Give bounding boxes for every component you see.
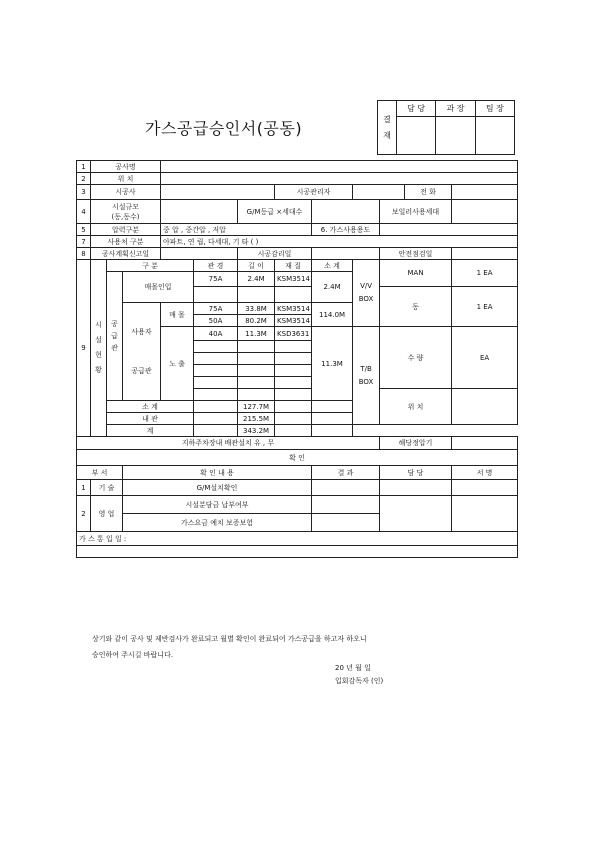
confirm-header-result: 결 과 <box>312 466 380 480</box>
sum-value: 127.7M <box>238 401 275 413</box>
vv-box-label: V/V BOX <box>353 260 380 327</box>
pipe-diameter-empty[interactable] <box>194 341 238 353</box>
approval-sign-leader[interactable] <box>475 117 514 155</box>
pipe-length: 2.4M <box>238 272 275 287</box>
row-number: 4 <box>77 200 91 224</box>
gm-grade-label: G/M등급 ×세대수 <box>238 200 312 224</box>
approval-label-2: 재 <box>383 130 391 140</box>
pipe-material: KSD3631 <box>275 327 312 341</box>
inner-pipe-value: 215.5M <box>238 413 275 425</box>
pipe-material: KSM3514 <box>275 303 312 315</box>
gas-use-field[interactable] <box>380 224 518 236</box>
row-number: 2 <box>77 173 91 185</box>
subtotal-buried: 114.0M <box>312 303 353 327</box>
quantity-ea: EA <box>452 327 518 389</box>
user-label: 사용자 <box>131 327 152 336</box>
col-header-division: 구 분 <box>107 260 194 272</box>
scale-field[interactable] <box>161 200 238 224</box>
contractor-field[interactable] <box>161 185 275 200</box>
pipe-diameter: 40A <box>194 327 238 341</box>
subtotal-buried-inlet: 2.4M <box>312 272 353 303</box>
boiler-label: 보일러사용세대 <box>380 200 452 224</box>
pressure-label: 압력구분 <box>91 224 161 236</box>
pipe-material-empty[interactable] <box>275 341 312 353</box>
tb-box-label: T/B BOX <box>353 327 380 425</box>
phone-field[interactable] <box>452 185 518 200</box>
man-label: MAN <box>380 260 452 287</box>
confirm-header-sign: 서 명 <box>452 466 518 480</box>
project-name-label: 공사명 <box>91 161 161 173</box>
sum-material-empty <box>275 401 312 413</box>
pressure-options[interactable]: 중 압 , 중간압 , 저압 <box>161 224 312 236</box>
scale-label: 시설규모 (동,동수) <box>91 200 161 224</box>
approval-box <box>377 100 515 155</box>
pipe-length: 11.3M <box>238 327 275 341</box>
inner-diameter-empty <box>194 413 238 425</box>
pipe-length-empty[interactable] <box>238 287 275 303</box>
confirm-dept-sales: 영 업 <box>91 496 123 532</box>
supply-pipe-label: 공 급 관 <box>107 272 123 401</box>
inner-pipe-label: 내 관 <box>107 413 194 425</box>
site-manager-field[interactable] <box>353 185 405 200</box>
plan-date-field[interactable] <box>161 248 238 260</box>
statement-line-1: 상기와 같이 공사 및 제반검사가 완료되고 월별 확인이 완료되어 가스공급을 하고자 하오니 <box>92 635 367 643</box>
pipe-length: 33.8M <box>238 303 275 315</box>
pipe-diameter-empty[interactable] <box>194 287 238 303</box>
pipe-diameter: 75A <box>194 272 238 287</box>
confirm-result-field[interactable] <box>312 514 380 532</box>
confirm-header-dept: 부 서 <box>77 466 123 480</box>
total-material-empty <box>275 425 312 437</box>
confirm-result-field[interactable] <box>312 480 380 496</box>
boiler-field[interactable] <box>452 200 518 224</box>
approval-sign-staff[interactable] <box>397 117 436 155</box>
confirm-result-field[interactable] <box>312 496 380 514</box>
inner-subtotal-empty <box>312 413 353 425</box>
approval-header-manager: 과 장 <box>436 101 475 117</box>
pipe-material-empty[interactable] <box>275 353 312 365</box>
statement-line-2: 승인하여 주시길 바랍니다. <box>92 651 174 659</box>
col-header-subtotal: 소 계 <box>312 260 353 272</box>
pipe-material-empty[interactable] <box>275 365 312 377</box>
pipe-diameter: 75A <box>194 303 238 315</box>
sum-label: 소 계 <box>107 401 194 413</box>
buried-label: 매 몰 <box>161 303 194 327</box>
project-name-field[interactable] <box>161 161 518 173</box>
row-number: 1 <box>77 161 91 173</box>
confirm-header-content: 확 인 내 용 <box>123 466 312 480</box>
approval-label <box>378 101 397 155</box>
place-type-label: 사용처 구분 <box>91 236 161 248</box>
gas-use-label: 6. 가스사용용도 <box>312 224 380 236</box>
confirm-sign-field[interactable] <box>452 496 518 532</box>
safety-date-field[interactable] <box>452 248 518 260</box>
sum-subtotal-empty <box>312 401 353 413</box>
pipe-length-empty[interactable] <box>238 365 275 377</box>
buried-inlet-label: 매몰인입 <box>123 272 194 303</box>
pipe-diameter-empty[interactable] <box>194 389 238 401</box>
col-header-diameter: 관 경 <box>194 260 238 272</box>
row-number: 3 <box>77 185 91 200</box>
pipe-length: 80.2M <box>238 315 275 327</box>
total-diameter-empty <box>194 425 238 437</box>
statement-signer[interactable]: 입회감독자 (인) <box>335 677 384 685</box>
pipe-diameter: 50A <box>194 315 238 327</box>
total-subtotal-empty <box>312 425 353 437</box>
col-header-material: 재 질 <box>275 260 312 272</box>
supply-pipe-sub-label: 공급관 <box>131 366 152 375</box>
confirm-row-number: 2 <box>77 496 91 532</box>
confirm-title: 확 인 <box>77 450 518 466</box>
site-manager-label: 시공관리자 <box>275 185 353 200</box>
position-label: 위 치 <box>380 389 452 425</box>
dong-ea: 1 EA <box>452 287 518 327</box>
pipe-material-empty[interactable] <box>275 287 312 303</box>
approval-sign-manager[interactable] <box>436 117 475 155</box>
pipe-length-empty[interactable] <box>238 341 275 353</box>
safety-date-label: 안전점검일 <box>380 248 452 260</box>
approval-label-1: 결 <box>383 114 391 124</box>
confirm-staff-field[interactable] <box>380 480 452 496</box>
pipe-length-empty[interactable] <box>238 389 275 401</box>
confirm-row-number: 1 <box>77 480 91 496</box>
total-label: 계 <box>107 425 194 437</box>
gas-supply-date[interactable]: 가 스 통 입 일 : <box>77 532 518 546</box>
page-title: 가스공급승인서(공동) <box>145 119 303 138</box>
quantity-label: 수 량 <box>380 327 452 389</box>
pipe-length-empty[interactable] <box>238 353 275 365</box>
confirm-header-staff: 담 당 <box>380 466 452 480</box>
subtotal-exposed: 11.3M <box>312 327 353 401</box>
confirm-item-facility-fee: 시설분담금 납부여부 <box>123 496 312 514</box>
pipe-diameter-empty[interactable] <box>194 377 238 389</box>
regulator-label: 해당정압기 <box>380 437 452 450</box>
confirm-item-deposit-insurance: 가스요금 예치 보증보험 <box>123 514 312 532</box>
col-header-length: 길 이 <box>238 260 275 272</box>
underground-parking-pipe[interactable]: 지하주차장내 배관설치 유 , 무 <box>77 437 380 450</box>
dong-label: 동 <box>380 287 452 327</box>
phone-label: 전 화 <box>405 185 452 200</box>
sum-diameter-empty <box>194 401 238 413</box>
approval-header-leader: 팀 장 <box>475 101 514 117</box>
pipe-material-empty[interactable] <box>275 377 312 389</box>
pipe-material: KSM3514 <box>275 315 312 327</box>
confirm-dept-tech: 기 술 <box>91 480 123 496</box>
pipe-material: KSM3514 <box>275 272 312 287</box>
confirm-sign-field[interactable] <box>452 480 518 496</box>
row-number: 9 <box>77 260 91 437</box>
gm-grade-field[interactable] <box>312 200 380 224</box>
regulator-field[interactable] <box>452 437 518 450</box>
pipe-diameter-empty[interactable] <box>194 365 238 377</box>
man-ea: 1 EA <box>452 260 518 287</box>
approval-form-table <box>76 160 518 558</box>
statement-date[interactable]: 20 년 월 일 <box>335 664 371 672</box>
position-field[interactable] <box>452 389 518 425</box>
user-supply-label <box>123 303 161 401</box>
facility-status-label: 시 설 현 황 <box>91 260 107 437</box>
pipe-diameter-empty[interactable] <box>194 353 238 365</box>
row-number: 8 <box>77 248 91 260</box>
confirm-staff-field[interactable] <box>380 496 452 532</box>
location-field[interactable] <box>161 173 518 185</box>
row-number: 5 <box>77 224 91 236</box>
location-label: 위 치 <box>91 173 161 185</box>
pipe-material-empty[interactable] <box>275 389 312 401</box>
statement-box <box>77 546 518 558</box>
exposed-label: 노 출 <box>161 327 194 401</box>
plan-date-label: 공사계획신고일 <box>91 248 161 260</box>
inspect-date-field[interactable] <box>312 248 380 260</box>
place-type-options[interactable]: 아파트, 연 립, 다세대, 기 타 ( ) <box>161 236 518 248</box>
approval-header-staff: 담 당 <box>397 101 436 117</box>
contractor-label: 시공사 <box>91 185 161 200</box>
confirm-item-gm: G/M설치확인 <box>123 480 312 496</box>
row-number: 7 <box>77 236 91 248</box>
total-value: 343.2M <box>238 425 275 437</box>
inspect-date-label: 시공감리일 <box>238 248 312 260</box>
inner-material-empty <box>275 413 312 425</box>
pipe-length-empty[interactable] <box>238 377 275 389</box>
